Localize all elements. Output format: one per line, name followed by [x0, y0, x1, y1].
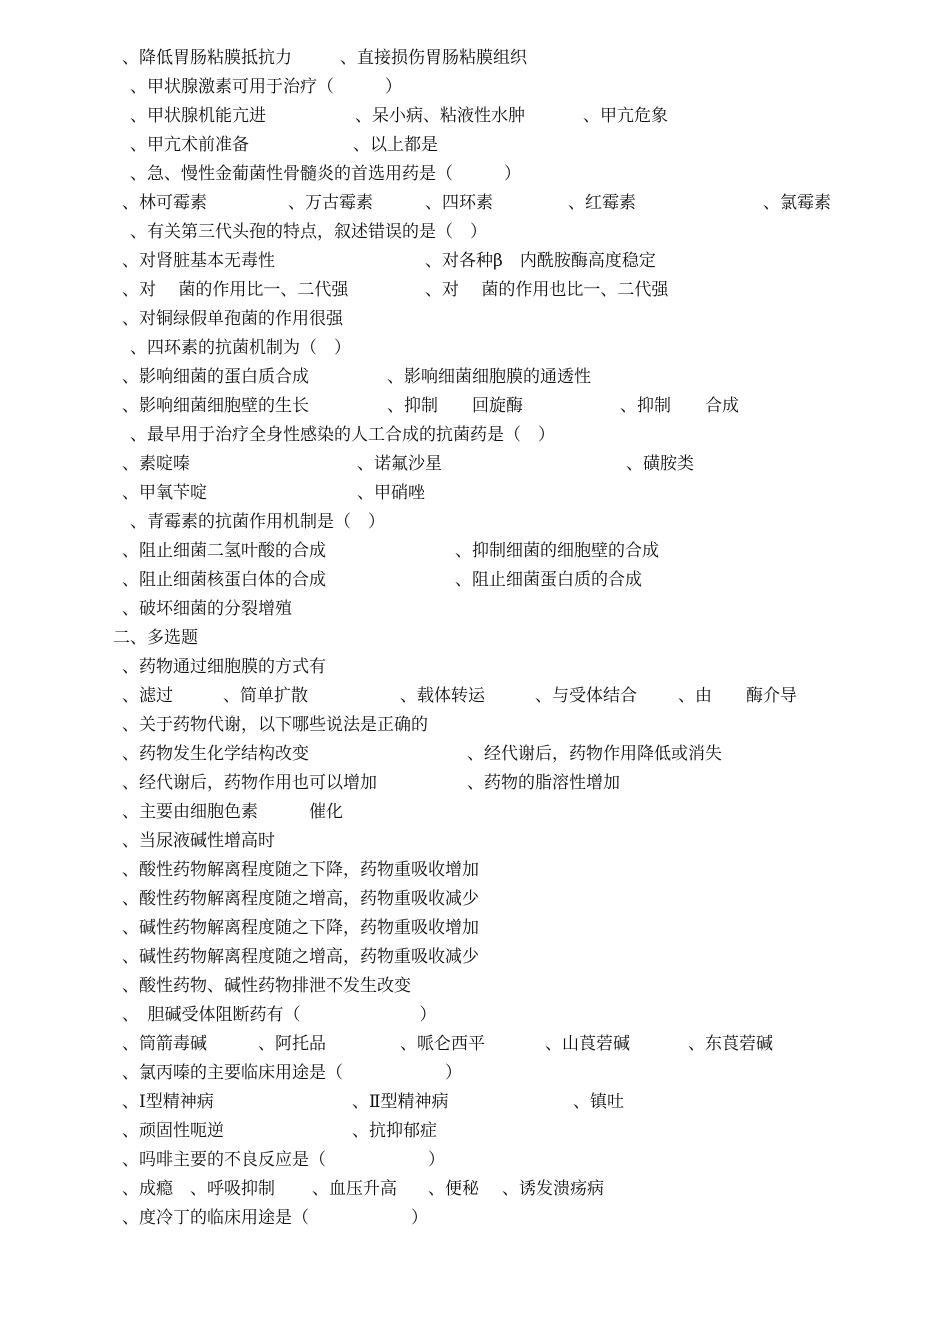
text-segment: 、素啶嗪	[122, 454, 190, 474]
text-segment: 、诱发溃疡病	[502, 1179, 604, 1199]
text-line	[0, 1146, 950, 1174]
text-segment: 、便秘	[428, 1179, 479, 1199]
text-line	[0, 363, 950, 391]
text-segment: 、甲状腺机能亢进	[130, 106, 266, 126]
text-segment: 、直接损伤胃肠粘膜组织	[340, 48, 527, 68]
text-segment: 、最早用于治疗全身性感染的人工合成的抗菌药是（ ）	[130, 425, 555, 445]
text-segment: 、红霉素	[568, 193, 636, 213]
text-segment: 、降低胃肠粘膜抵抗力	[122, 48, 292, 68]
text-segment: 、阻止细菌核蛋白体的合成	[122, 570, 326, 590]
text-segment: 、阻止细菌二氢叶酸的合成	[122, 541, 326, 561]
text-segment: 、影响细菌细胞壁的生长	[122, 396, 309, 416]
text-segment: 、药物发生化学结构改变	[122, 744, 309, 764]
text-segment: 、经代谢后，药物作用也可以增加	[122, 773, 377, 793]
text-line	[0, 1001, 950, 1029]
text-segment: 、哌仑西平	[400, 1034, 485, 1054]
text-segment: 、呆小病、粘液性水肿	[355, 106, 525, 126]
text-segment: 、镇吐	[573, 1092, 624, 1112]
text-segment: 、四环素的抗菌机制为（ ）	[130, 338, 351, 358]
text-line	[0, 885, 950, 913]
text-segment: 、血压升高	[312, 1179, 397, 1199]
text-line	[0, 131, 950, 159]
text-line	[0, 1059, 950, 1087]
text-line	[0, 421, 950, 449]
text-line	[0, 856, 950, 884]
text-segment: 、甲硝唑	[357, 483, 425, 503]
text-segment: 、关于药物代谢，以下哪些说法是正确的	[122, 715, 428, 735]
text-segment: 、药物通过细胞膜的方式有	[122, 657, 326, 677]
text-line	[0, 972, 950, 1000]
text-segment: 、药物的脂溶性增加	[467, 773, 620, 793]
text-segment: 、破坏细菌的分裂增殖	[122, 599, 292, 619]
text-line	[0, 595, 950, 623]
text-segment: 、有关第三代头孢的特点，叙述错误的是（ ）	[130, 222, 487, 242]
text-line	[0, 508, 950, 536]
text-segment: 、与受体结合	[535, 686, 637, 706]
text-segment: 、酸性药物解离程度随之下降，药物重吸收增加	[122, 860, 479, 880]
text-line	[0, 160, 950, 188]
text-segment: 、抑制细菌的细胞壁的合成	[455, 541, 659, 561]
text-segment: 、甲亢危象	[583, 106, 668, 126]
text-line	[0, 682, 950, 710]
text-segment: 、四环素	[425, 193, 493, 213]
text-segment: 、滤过	[122, 686, 173, 706]
text-segment: 、急、慢性金葡菌性骨髓炎的首选用药是（ ）	[130, 164, 521, 184]
text-segment: 、林可霉素	[122, 193, 207, 213]
text-line	[0, 189, 950, 217]
text-segment: 、对 菌的作用比一、二代强	[122, 280, 349, 300]
text-segment: 、度冷丁的临床用途是（ ）	[122, 1208, 428, 1228]
text-segment: 、酸性药物、碱性药物排泄不发生改变	[122, 976, 411, 996]
text-line	[0, 392, 950, 420]
text-segment: 、碱性药物解离程度随之下降，药物重吸收增加	[122, 918, 479, 938]
text-segment: 、万古霉素	[288, 193, 373, 213]
text-line	[0, 798, 950, 826]
text-line	[0, 653, 950, 681]
text-segment: 、影响细菌的蛋白质合成	[122, 367, 309, 387]
text-segment: 、呼吸抑制	[190, 1179, 275, 1199]
text-line	[0, 334, 950, 362]
text-segment: 、抗抑郁症	[352, 1121, 437, 1141]
text-line	[0, 537, 950, 565]
text-segment: 、影响细菌细胞膜的通透性	[387, 367, 591, 387]
text-line	[0, 218, 950, 246]
text-segment: 、主要由细胞色素 催化	[122, 802, 343, 822]
text-line	[0, 740, 950, 768]
text-line	[0, 1117, 950, 1145]
text-segment: 、抑制 合成	[620, 396, 739, 416]
text-segment: 、对 菌的作用也比一、二代强	[425, 280, 669, 300]
text-line	[0, 73, 950, 101]
text-segment: 、甲氧苄啶	[122, 483, 207, 503]
text-segment: 、Ⅰ型精神病	[122, 1092, 214, 1112]
text-line	[0, 1175, 950, 1203]
text-line	[0, 1204, 950, 1232]
text-segment: 、载体转运	[400, 686, 485, 706]
text-segment: 、 胆碱受体阻断药有（ ）	[122, 1005, 437, 1025]
text-line	[0, 450, 950, 478]
text-segment: 、对各种β 内酰胺酶高度稳定	[425, 251, 656, 271]
text-segment: 、当尿液碱性增高时	[122, 831, 275, 851]
text-line	[0, 276, 950, 304]
text-segment: 、抑制 回旋酶	[387, 396, 523, 416]
text-line	[0, 711, 950, 739]
text-segment: 、氯丙嗪的主要临床用途是（ ）	[122, 1063, 462, 1083]
text-line	[0, 102, 950, 130]
text-segment: 、磺胺类	[626, 454, 694, 474]
text-segment: 、对肾脏基本无毒性	[122, 251, 275, 271]
text-segment: 、Ⅱ型精神病	[352, 1092, 449, 1112]
text-segment: 、顽固性呃逆	[122, 1121, 224, 1141]
text-segment: 、对铜绿假单孢菌的作用很强	[122, 309, 343, 329]
text-segment: 、甲亢术前准备	[130, 135, 249, 155]
text-line	[0, 827, 950, 855]
text-segment: 、经代谢后，药物作用降低或消失	[467, 744, 722, 764]
text-line	[0, 624, 950, 652]
text-segment: 、甲状腺激素可用于治疗（ ）	[130, 77, 402, 97]
text-segment: 、山莨菪碱	[545, 1034, 630, 1054]
text-segment: 、东莨菪碱	[688, 1034, 773, 1054]
text-segment: 、氯霉素	[763, 193, 831, 213]
text-line	[0, 566, 950, 594]
text-line	[0, 914, 950, 942]
text-segment: 、由 酶介导	[678, 686, 797, 706]
text-segment: 、碱性药物解离程度随之增高，药物重吸收减少	[122, 947, 479, 967]
text-segment: 、以上都是	[353, 135, 438, 155]
text-line	[0, 769, 950, 797]
text-line	[0, 44, 950, 72]
text-segment: 、诺氟沙星	[357, 454, 442, 474]
text-segment: 二、多选题	[113, 628, 198, 648]
text-line	[0, 1030, 950, 1058]
text-segment: 、青霉素的抗菌作用机制是（ ）	[130, 512, 385, 532]
text-segment: 、简单扩散	[223, 686, 308, 706]
text-line	[0, 479, 950, 507]
text-line	[0, 1088, 950, 1116]
text-segment: 、阻止细菌蛋白质的合成	[455, 570, 642, 590]
text-segment: 、吗啡主要的不良反应是（ ）	[122, 1150, 445, 1170]
text-line	[0, 943, 950, 971]
text-line	[0, 305, 950, 333]
text-segment: 、成瘾	[122, 1179, 173, 1199]
text-segment: 、阿托品	[258, 1034, 326, 1054]
text-segment: 、酸性药物解离程度随之增高，药物重吸收减少	[122, 889, 479, 909]
text-segment: 、筒箭毒碱	[122, 1034, 207, 1054]
text-line	[0, 247, 950, 275]
